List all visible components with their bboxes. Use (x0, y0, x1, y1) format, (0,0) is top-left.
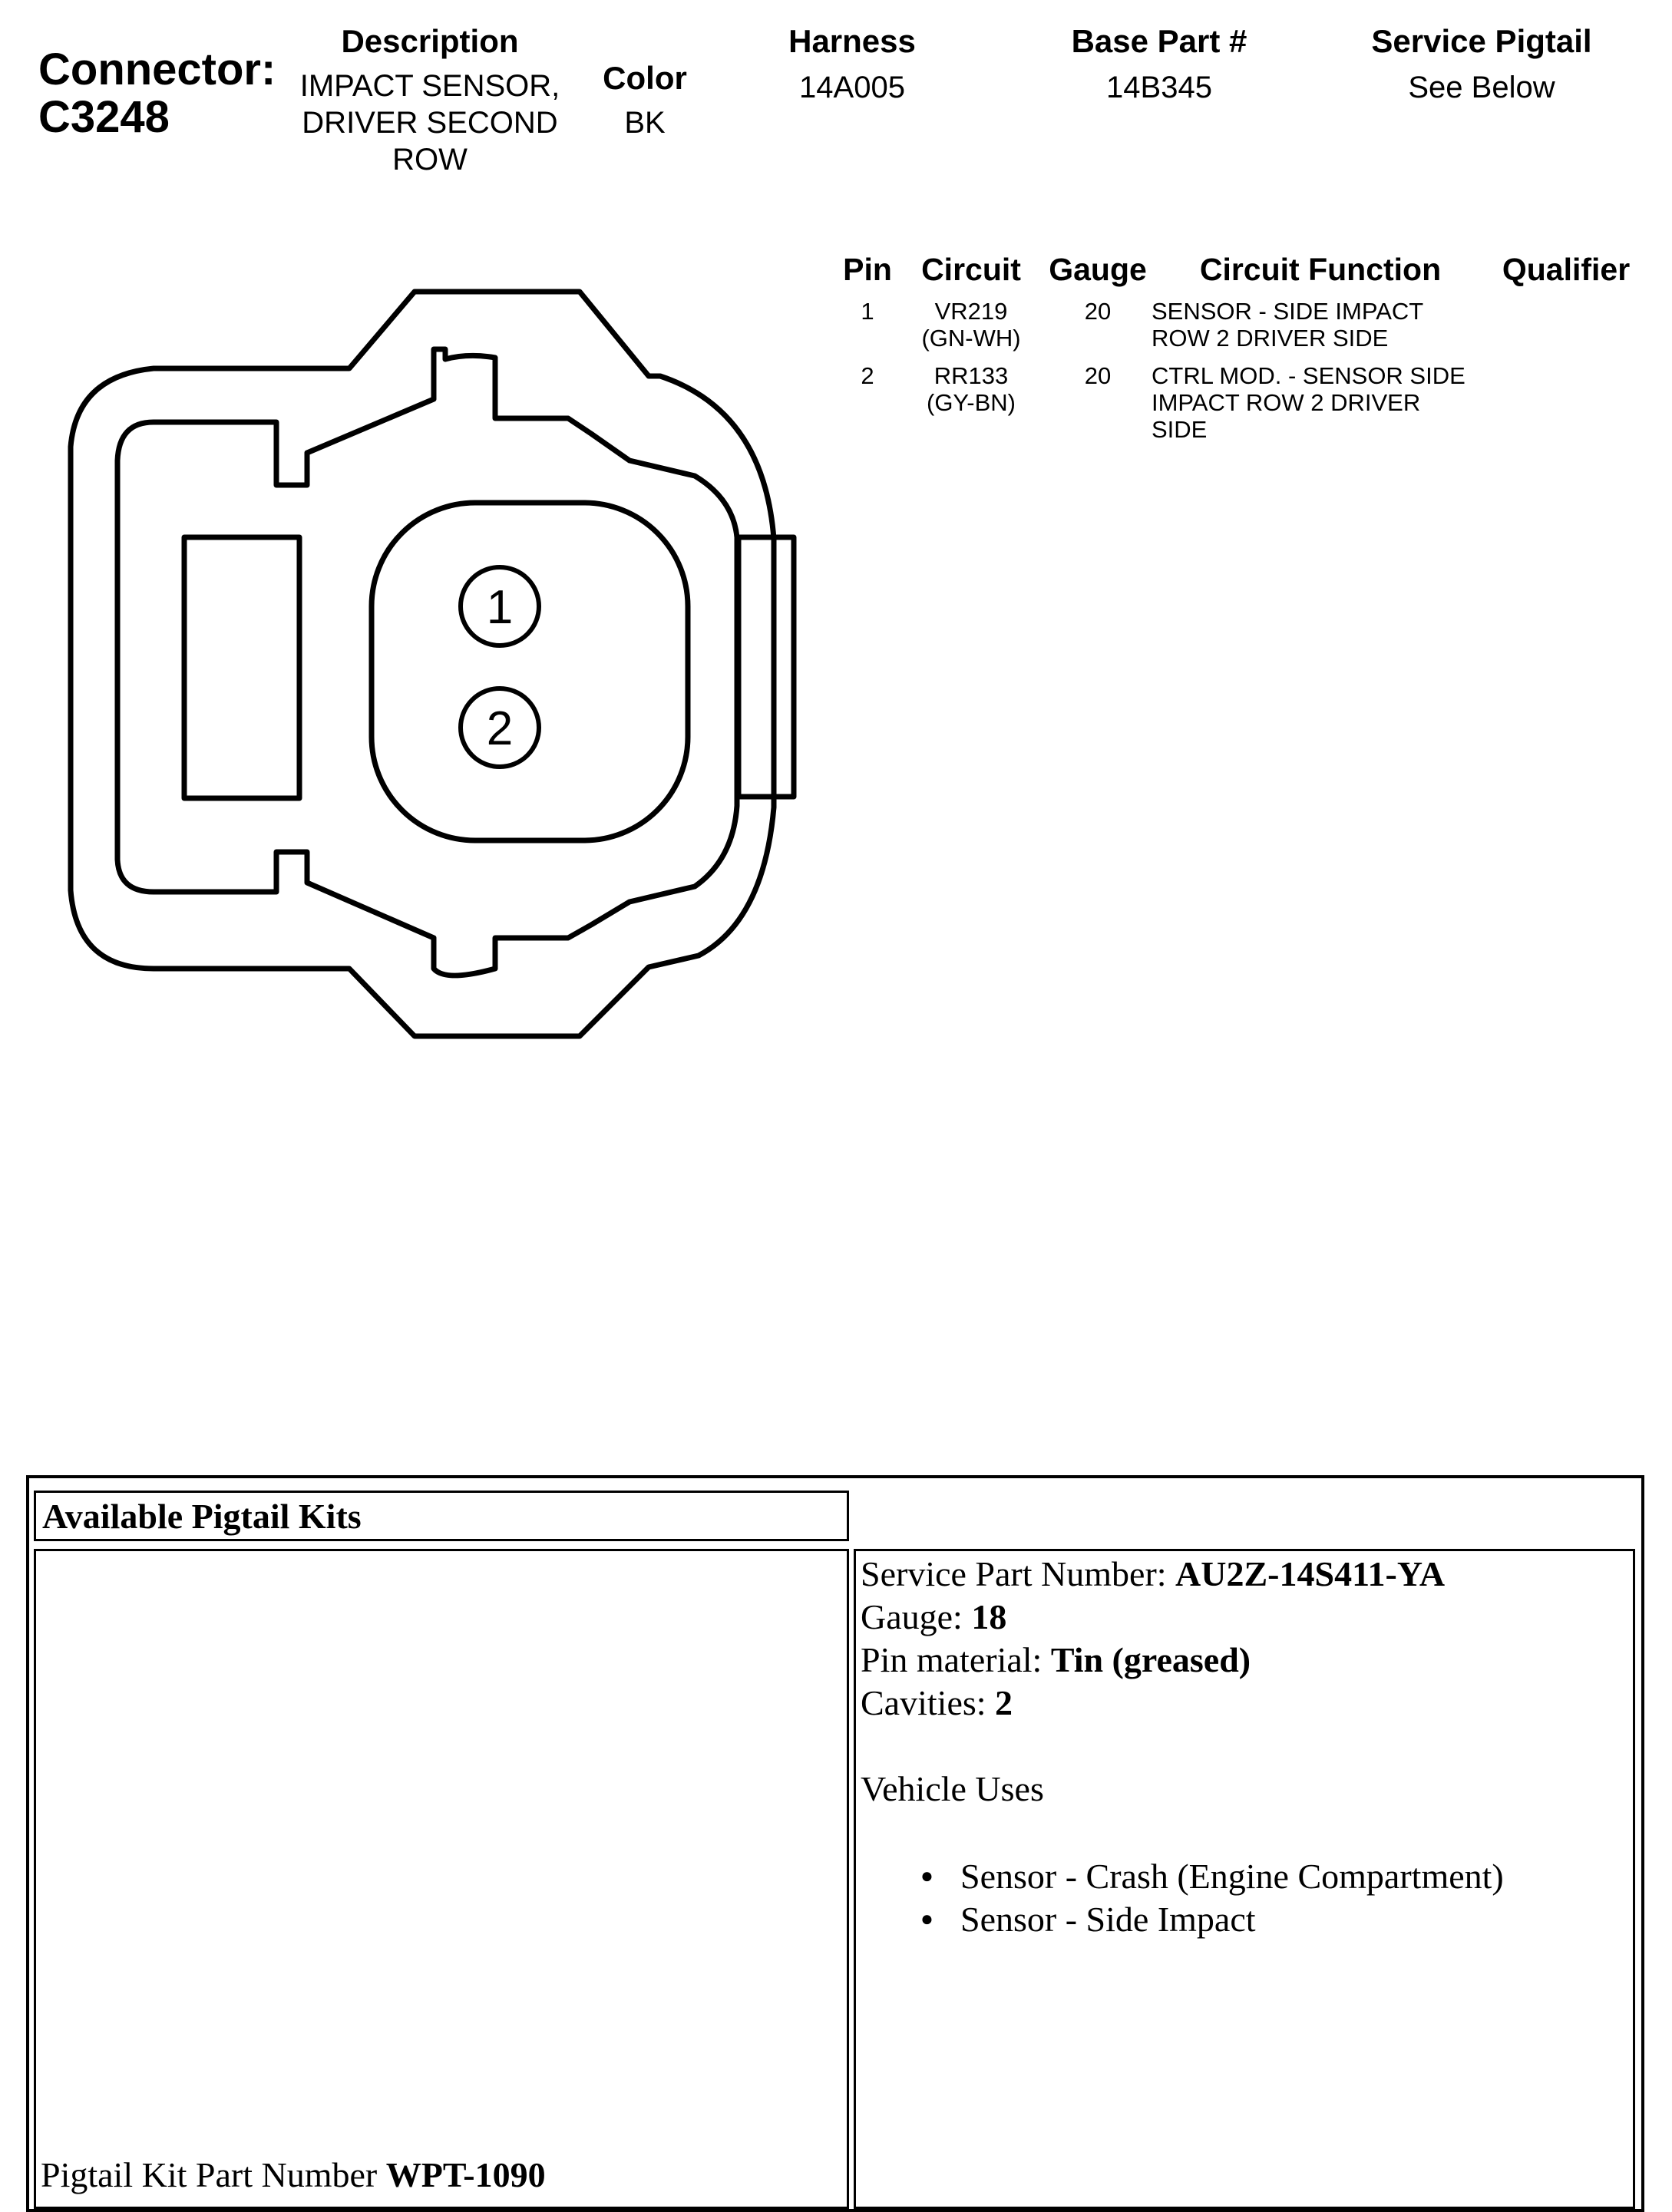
terminal-cavity (372, 503, 688, 840)
pigtail-kit-part (41, 2154, 546, 2197)
base-part-value: 14B345 (1106, 71, 1212, 104)
latch-window (739, 537, 794, 797)
connector-face-diagram (0, 0, 844, 1075)
service-pigtail-label: Service Pigtail (1371, 23, 1592, 59)
service-part-number: AU2Z-14S411-YA (1175, 1554, 1446, 1593)
pin-material: Tin (greased) (1050, 1640, 1251, 1679)
pin-number: 1 (861, 298, 874, 325)
col-qualifier: Qualifier (1502, 252, 1631, 287)
pin-label-1: 1 (486, 581, 514, 634)
col-circuit-function: Circuit Function (1199, 252, 1442, 287)
harness-label: Harness (788, 23, 916, 59)
pin-label-2: 2 (486, 702, 514, 755)
housing-inner-outline (117, 349, 737, 976)
circuit-function: SENSOR - SIDE IMPACT ROW 2 DRIVER SIDE (1152, 298, 1424, 352)
circuit-id: VR219 (GN-WH) (921, 298, 1021, 352)
pigtail-kit-cell (34, 1549, 849, 2209)
col-gauge: Gauge (1049, 252, 1147, 287)
gauge-value: 20 (1084, 298, 1112, 325)
description-value: IMPACT SENSOR, DRIVER SECOND ROW (299, 69, 560, 177)
color-label: Color (603, 60, 687, 96)
kit-part-number: WPT-1090 (385, 2155, 546, 2194)
circuit-function: CTRL MOD. - SENSOR SIDE IMPACT ROW 2 DRIVER SIDE (1152, 362, 1465, 443)
pin-material-line: Pin material: Tin (greased) (861, 1640, 1251, 1679)
pin-number: 2 (861, 362, 874, 389)
pigtail-details-cell (854, 1549, 1635, 2209)
connector-id: C3248 (38, 92, 170, 142)
side-pocket (184, 537, 299, 798)
color-value: BK (624, 106, 666, 140)
connector-label: Connector: (38, 45, 276, 94)
vehicle-uses-label: Vehicle Uses (861, 1769, 1044, 1808)
pigtail-gauge: 18 (971, 1597, 1007, 1636)
base-part-label: Base Part # (1071, 23, 1247, 59)
cavities-line: Cavities: 2 (861, 1683, 1013, 1722)
service-pigtail-value: See Below (1408, 71, 1555, 104)
service-part-line: Service Part Number: AU2Z-14S411-YA (861, 1554, 1446, 1593)
description-label: Description (341, 23, 519, 59)
col-circuit: Circuit (921, 252, 1021, 287)
gauge-line: Gauge: 18 (861, 1597, 1007, 1636)
kit-part-label: Pigtail Kit Part Number (41, 2155, 378, 2194)
list-item: ● Sensor - Side Impact (861, 1898, 1628, 1941)
harness-value: 14A005 (799, 71, 905, 104)
circuit-id: RR133 (GY-BN) (927, 362, 1016, 416)
gauge-value: 20 (1084, 362, 1112, 389)
pin-cavity-2 (461, 688, 539, 767)
pigtail-title: Available Pigtail Kits (42, 1497, 362, 1536)
pigtail-title-cell (34, 1491, 849, 1541)
list-item: ● Sensor - Crash (Engine Compartment) (861, 1855, 1628, 1898)
pigtail-details (861, 1553, 1628, 1941)
cavities-count: 2 (995, 1683, 1013, 1722)
pin-cavity-1 (461, 567, 539, 645)
col-pin: Pin (843, 252, 892, 287)
vehicle-uses-list (861, 1855, 1628, 1941)
